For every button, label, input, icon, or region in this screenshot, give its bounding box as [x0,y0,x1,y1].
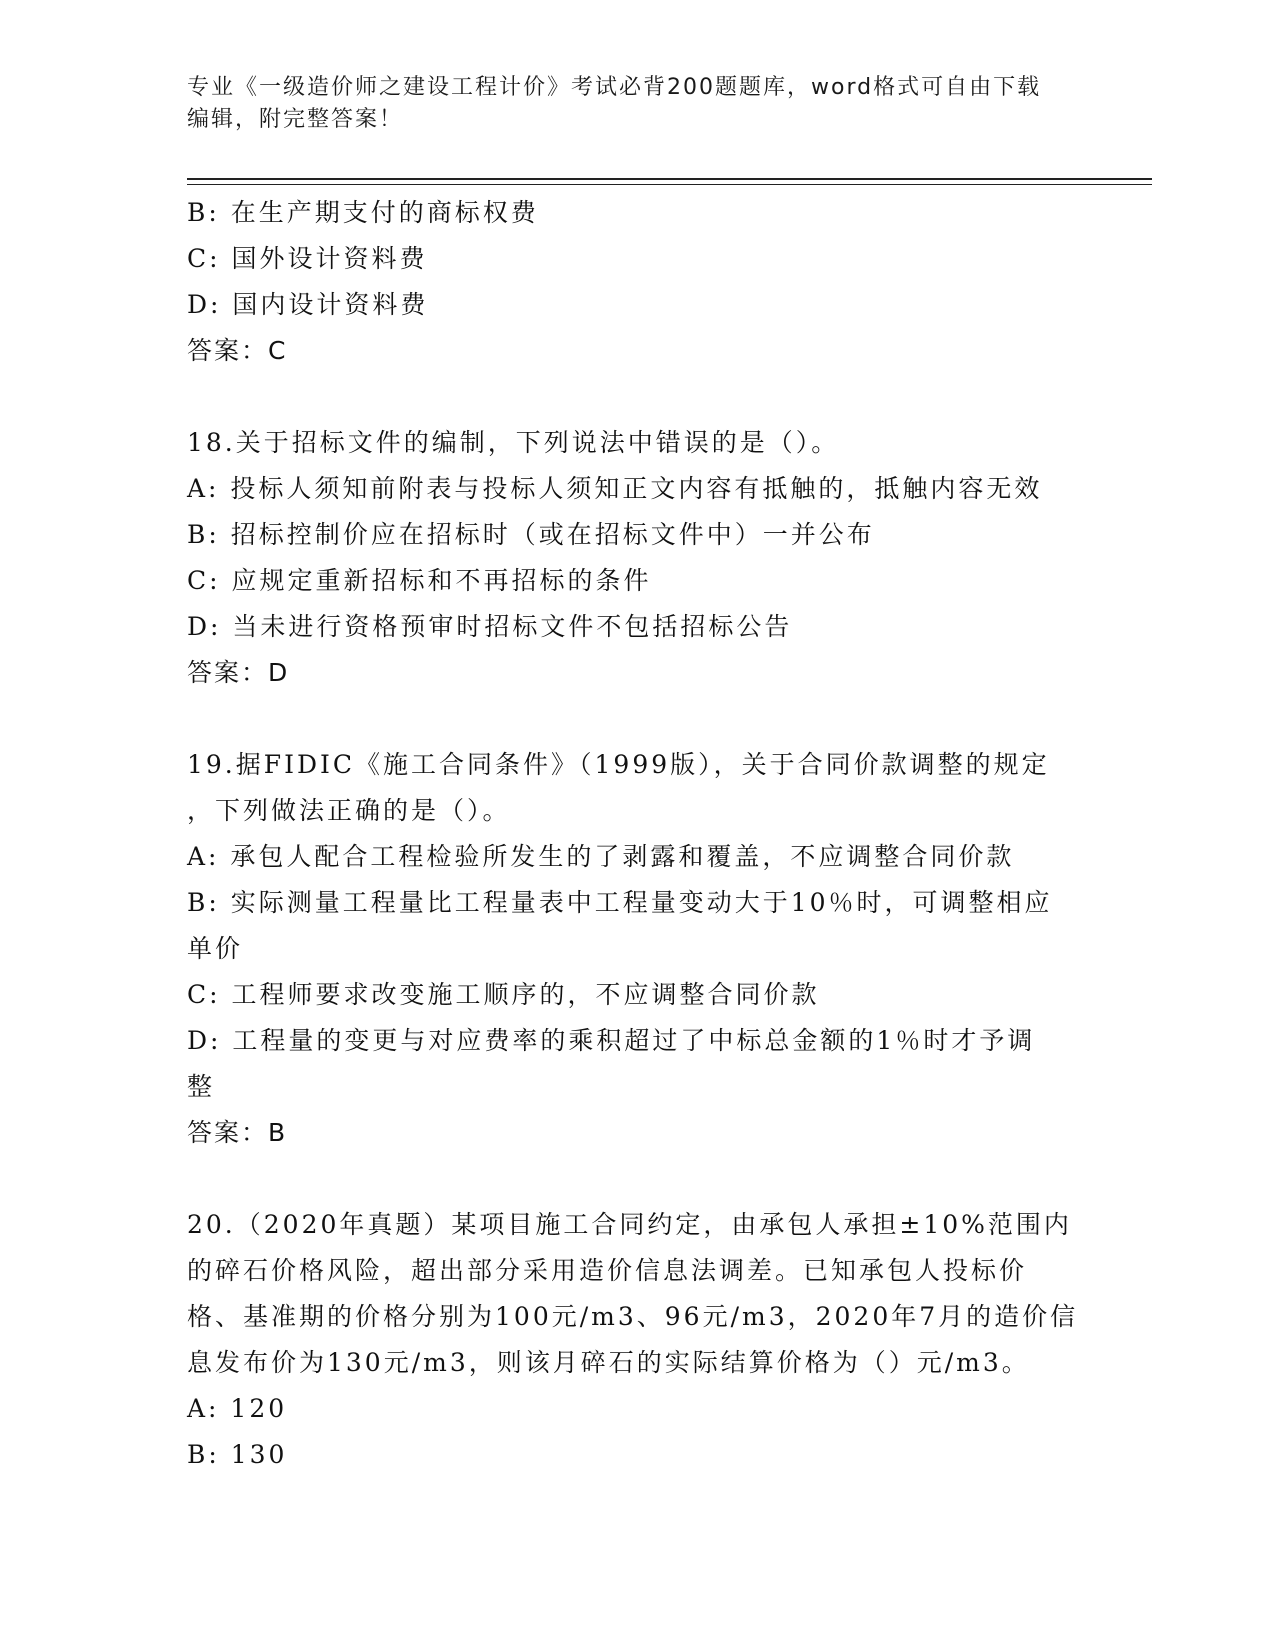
q19-answer: 答案：B [187,1118,288,1147]
header-divider-thick [187,178,1152,180]
q20-option-b: B: 130 [187,1440,288,1469]
q19-option-d-line-1: D: 工程量的变更与对应费率的乘积超过了中标总金额的1％时才予调 [187,1026,1036,1055]
q17-option-c: C: 国外设计资料费 [187,244,428,273]
spacer [187,696,1087,742]
q18-option-b: B: 招标控制价应在招标时（或在招标文件中）一并公布 [187,520,875,549]
q20-question-line-2: 的碎石价格风险，超出部分采用造价信息法调差。已知承包人投标价 [187,1256,1028,1285]
question-18-block [187,420,1087,696]
q18-option-a: A: 投标人须知前附表与投标人须知正文内容有抵触的，抵触内容无效 [187,474,1043,503]
q19-question-line-2: ，下列做法正确的是（）。 [187,796,511,825]
q17-option-d: D: 国内设计资料费 [187,290,429,319]
question-20-block [187,1202,1087,1478]
q19-question-line-1: 19.据FIDIC《施工合同条件》（1999版），关于合同价款调整的规定 [187,750,1050,779]
spacer [187,374,1087,420]
q20-question-line-4: 息发布价为130元/m3，则该月碎石的实际结算价格为（）元/m3。 [187,1348,1030,1377]
q20-option-a: A: 120 [187,1394,288,1423]
question-19-block [187,742,1087,1156]
q19-option-a: A: 承包人配合工程检验所发生的了剥露和覆盖，不应调整合同价款 [187,842,1015,871]
q19-option-b-line-2: 单价 [187,934,244,963]
q20-question-line-1: 20.（2020年真题）某项目施工合同约定，由承包人承担±10%范围内 [187,1210,1072,1239]
q19-option-d-line-2: 整 [187,1072,216,1101]
spacer [187,1156,1087,1202]
question-content [187,190,1087,1478]
q18-option-c: C: 应规定重新招标和不再招标的条件 [187,566,652,595]
q18-option-d: D: 当未进行资格预审时招标文件不包括招标公告 [187,612,793,641]
header-line-2: 编辑，附完整答案！ [187,107,404,132]
header-line-1: 专业《一级造价师之建设工程计价》考试必背200题题库，word格式可自由下载 [187,75,1042,100]
q18-answer: 答案：D [187,658,290,687]
q19-option-b-line-1: B: 实际测量工程量比工程量表中工程量变动大于10％时，可调整相应 [187,888,1053,917]
q19-option-c: C: 工程师要求改变施工顺序的，不应调整合同价款 [187,980,820,1009]
q17-option-b: B: 在生产期支付的商标权费 [187,198,539,227]
q18-question: 18.关于招标文件的编制，下列说法中错误的是（）。 [187,428,840,457]
question-17-block [187,190,1087,374]
q17-answer: 答案：C [187,336,288,365]
header-divider-thin [187,184,1152,185]
q20-question-line-3: 格、基准期的价格分别为100元/m3、96元/m3，2020年7月的造价信 [187,1302,1079,1331]
page-header [187,72,1087,136]
